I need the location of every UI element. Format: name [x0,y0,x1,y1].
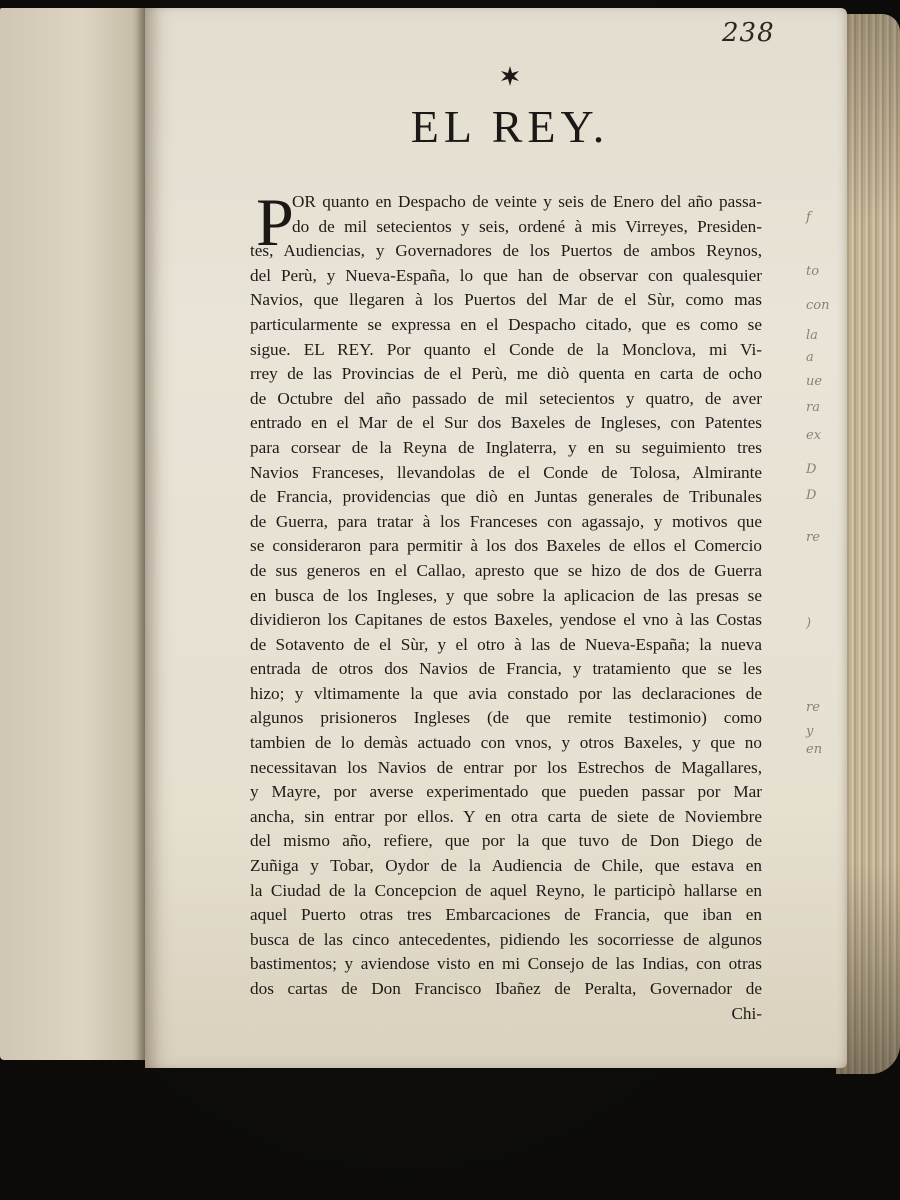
text-line: sigue. EL REY. Por quanto el Conde de la Monclova, mi Vi- [250,339,762,359]
text-line: ancha, sin entrar por ellos. Y en otra carta de siete de Noviembre [250,806,762,826]
text-line: y Mayre, por averse experimentado que pueden passar por Mar [250,782,762,802]
text-line: particularmente se expressa en el Despacho citado, que es como se [250,314,762,334]
text-line: Navios, que llegaren à los Puertos del Mar de el Sùr, como mas [250,290,762,310]
text-line: entrada de otros dos Navios de Francia, y tratamiento que se les [250,659,762,679]
text-line: tambien de lo demàs actuado con vnos, y otros Baxeles, y que no [250,733,762,753]
text-line: OR quanto en Despacho de veinte y seis de Enero del año passa- [292,192,762,211]
text-line: del mismo año, refiere, que por la que tuvo de Don Diego de [250,831,762,851]
text-line: Navios Franceses, llevandolas de el Conde de Tolosa, Almirante [250,462,762,482]
text-line: necessitavan los Navios de entrar por los Estrechos de Magallares, [250,757,762,777]
text-line: en busca de los Ingleses, y que sobre la aplicacion de las presas se [250,585,762,605]
text-line: aquel Puerto otras tres Embarcaciones de Francia, que iban en [250,905,762,925]
show-through-marks: f to con la a ue ra ex D D re ) re y en [806,210,830,757]
text-line: dividieron los Capitanes de estos Baxeles, yendose el vno à las Costas [250,610,762,630]
facing-page-left [0,8,150,1060]
text-line: de sus generos en el Callao, apresto que se hizo de dos de Guerra [250,560,762,580]
folio-number: 238 [722,18,775,48]
text-line: de Sotavento de el Sùr, y el otro à las de Nueva-España; la nueva [250,634,762,654]
body-text [250,184,762,1026]
cross-pattee-icon [498,64,522,88]
text-line: algunos prisioneros Ingleses (de que remite testimonio) como [250,708,762,728]
text-line: entrado en el Mar de el Sur dos Baxeles de Ingleses, con Patentes [250,413,762,433]
catchword: Chi- [731,1003,762,1023]
text-line: para corsear de la Reyna de Inglaterra, y en su seguimiento tres [250,437,762,457]
text-line: tes, Audiencias, y Governadores de los Puertos de ambos Reynos, [250,241,762,261]
text-line: de Guerra, para tratar à los Franceses con agassajo, y motivos que [250,511,762,531]
text-line: de Octubre del año passado de mil setecientos y quatro, de aver [250,388,762,408]
text-line: de Francia, providencias que diò en Juntas generales de Tribunales [250,487,762,507]
text-line: busca de las cinco antecedentes, pidiendo les socorriesse de algunos [250,929,762,949]
text-line: dos cartas de Don Francisco Ibañez de Peralta, Governador de [250,979,762,998]
text-line: del Perù, y Nueva-España, lo que han de observar con qualesquier [250,265,762,285]
document-title: EL REY. [410,101,610,152]
text-line: rrey de las Provincias de el Perù, me diò quenta en carta de ocho [250,364,762,384]
text-line: la Ciudad de la Concepcion de aquel Reyno, le participò hallarse en [250,880,762,900]
drop-cap: P [256,184,294,260]
text-line: se consideraron para permitir à los dos Baxeles de ellos el Comercio [250,536,762,556]
text-line: bastimentos; y aviendose visto en mi Consejo de las Indias, con otras [250,954,762,974]
text-line: hizo; y vltimamente la que avia constado por las declaraciones de [250,683,762,703]
text-line: Zuñiga y Tobar, Oydor de la Audiencia de Chile, que estava en [250,856,762,876]
text-line: do de mil setecientos y seis, ordené à mis Virreyes, Presiden- [292,216,762,236]
